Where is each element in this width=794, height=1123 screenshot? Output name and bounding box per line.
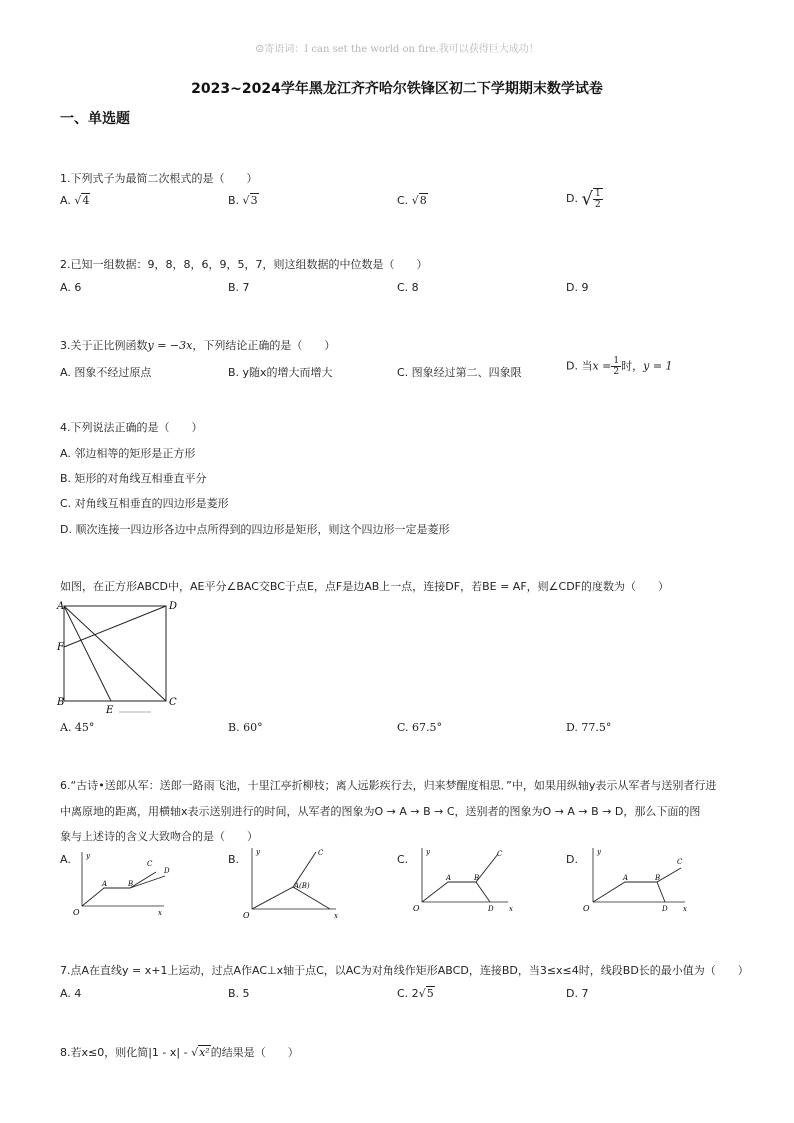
q1-option-c: C. √8	[397, 194, 427, 207]
question-2-stem: 2.已知一组数据：9，8，8，6，9，5，7，则这组数据的中位数是（ ）	[60, 258, 428, 271]
q2-option-a: A. 6	[60, 281, 82, 294]
q8-radicand: x²	[199, 1046, 210, 1059]
q6-graph-b	[238, 844, 348, 922]
question-8-stem: 8.若x≤0，则化简|1 - x| - √x²的结果是（ ）	[60, 1046, 299, 1059]
graph-a-path-d	[130, 876, 165, 888]
q1-option-d-label: D.	[566, 192, 578, 205]
graph-b-path-c	[252, 852, 316, 909]
q5-option-b: B. 60°	[228, 721, 263, 734]
label-d: D	[169, 601, 178, 612]
graph-b-y-label: y	[256, 848, 260, 856]
exam-title: 2023~2024学年黑龙江齐齐哈尔铁锋区初二下学期期末数学试卷	[191, 81, 603, 97]
q6-option-a-label: A.	[60, 853, 71, 866]
q1-option-a-label: A.	[60, 194, 71, 207]
graph-a-y-label: y	[86, 852, 90, 860]
q1-option-a: A. √4	[60, 194, 90, 207]
graph-d-point-c: C	[677, 858, 683, 866]
question-4-stem: 4.下列说法正确的是（ ）	[60, 421, 203, 434]
q2-option-b: B. 7	[228, 281, 250, 294]
q1-option-a-radicand: 4	[82, 194, 90, 207]
q3-option-d-x: x =	[592, 359, 612, 373]
graph-c-point-a: A	[446, 874, 452, 882]
question-5-stem: 如图，在正方形ABCD中，AE平分∠BAC交BC于点E，点F是边AB上一点，连接DF，若BE = AF，则∠CDF的度数为（ ）	[60, 580, 669, 593]
q8-stem-post: 的结果是（ ）	[210, 1046, 299, 1059]
q1-option-b: B. √3	[228, 194, 258, 207]
q1-option-b-radicand: 3	[250, 194, 258, 207]
q5-option-c: C. 67.5°	[397, 721, 443, 734]
q6-option-b-label: B.	[228, 853, 240, 866]
q1-option-d-denominator: 2	[594, 200, 601, 210]
graph-a-point-c: C	[147, 860, 153, 868]
q3-option-d-denominator: 2	[613, 367, 620, 377]
graph-c-point-b: B	[474, 874, 480, 882]
graph-a-origin-label: O	[73, 908, 80, 917]
q6-graph-c	[408, 844, 518, 916]
graph-d-path-c	[593, 868, 681, 902]
q1-option-c-radicand: 8	[419, 194, 427, 207]
graph-c-y-label: y	[426, 848, 430, 856]
q3-stem-math: y = −3x	[147, 339, 193, 352]
q5-option-a: A. 45°	[60, 721, 95, 734]
question-6-line-2: 中离原地的距离，用横轴x表示送别进行的时间，从军者的图象为O → A → B → C，送别者的图象为O → A → B → D，那么下面的图	[60, 805, 701, 818]
q6-graph-d	[577, 844, 692, 916]
graph-c-x-label: x	[509, 905, 513, 913]
graph-d-x-label: x	[683, 905, 687, 913]
q3-option-d-pre: D. 当	[566, 359, 593, 373]
q5-option-d: D. 77.5°	[566, 721, 612, 734]
graph-b-origin-label: O	[243, 911, 250, 920]
label-f: F	[57, 642, 64, 653]
q3-stem-pre: 3.关于正比例函数	[60, 339, 148, 352]
label-e: E	[106, 705, 114, 716]
q3-stem-post: ，下列结论正确的是（ ）	[192, 339, 336, 352]
graph-b-x-label: x	[334, 912, 338, 920]
q7-option-c: C. 2√5	[397, 987, 434, 1000]
question-6-line-1: 6.“古诗•送郎从军：送郎一路雨飞池，十里江亭折柳枝；离人远影疾行去，归来梦醒度相思．”中，如果用纵轴y表示从军者与送别者行进	[60, 779, 717, 792]
q3-option-c: C. 图象经过第二、四象限	[397, 366, 522, 379]
graph-c-point-c: C	[497, 850, 503, 858]
question-3-stem	[60, 337, 335, 353]
graph-b-point-c: C	[318, 849, 324, 857]
q7-option-b: B. 5	[228, 987, 250, 1000]
graph-a-point-b: B	[128, 880, 134, 888]
q3-option-d-mid: 时，	[621, 359, 644, 373]
q4-option-b: B. 矩形的对角线互相垂直平分	[60, 472, 207, 485]
q1-option-c-label: C.	[397, 194, 409, 207]
question-7-stem: 7.点A在直线y = x+1上运动，过点A作AC⊥x轴于点C，以AC为对角线作矩形ABCD，连接BD，当3≤x≤4时，线段BD长的最小值为（ ）	[60, 964, 749, 977]
question-6-line-3: 象与上述诗的含义大致吻合的是（ ）	[60, 830, 258, 843]
graph-c-path-c	[422, 854, 498, 902]
q1-option-d-numerator: 1	[594, 189, 601, 199]
q7-option-a: A. 4	[60, 987, 82, 1000]
q6-graph-a	[68, 848, 178, 920]
graph-c-origin-label: O	[413, 904, 420, 913]
bisector-ae	[64, 606, 111, 701]
q8-stem-pre: 8.若x≤0，则化简|1 - x| -	[60, 1046, 192, 1059]
graph-a-x-label: x	[158, 909, 162, 917]
q7-option-c-label: C. 2	[397, 987, 419, 1000]
graph-c-path-d	[476, 882, 490, 902]
graph-d-y-label: y	[597, 848, 601, 856]
graph-a-point-a: A	[102, 880, 108, 888]
graph-d-point-d: D	[662, 905, 668, 913]
graph-a-point-d: D	[164, 867, 170, 875]
diagonal-ac	[64, 606, 166, 701]
graph-d-point-a: A	[623, 874, 629, 882]
graph-d-point-b: B	[655, 874, 661, 882]
q1-option-d: D. √ $\frac{1}{2}$	[566, 188, 601, 210]
label-a: A	[57, 601, 65, 612]
q4-option-d: D. 顺次连接一四边形各边中点所得到的四边形是矩形，则这个四边形一定是菱形	[60, 523, 450, 536]
q3-option-b: B. y随x的增大而增大	[228, 366, 333, 379]
q3-option-d-numerator: 1	[613, 356, 620, 366]
square-abcd-figure	[55, 598, 185, 718]
graph-b-point-ab: A(B)	[294, 882, 310, 890]
q6-option-c-label: C.	[397, 853, 409, 866]
q2-option-d: D. 9	[566, 281, 589, 294]
q4-option-a: A. 邻边相等的矩形是正方形	[60, 447, 196, 460]
q3-option-d	[566, 356, 673, 377]
q4-option-c: C. 对角线互相垂直的四边形是菱形	[60, 497, 229, 510]
q7-option-d: D. 7	[566, 987, 589, 1000]
graph-d-path-d	[657, 882, 665, 902]
label-b: B	[57, 697, 65, 708]
label-c: C	[169, 697, 177, 708]
q7-option-c-radicand: 5	[426, 987, 434, 1000]
graph-c-point-d: D	[488, 905, 494, 913]
q3-option-a: A. 图象不经过原点	[60, 366, 152, 379]
header-motto: ☺寄语词：I can set the world on fire.我可以获得巨大成功！	[255, 44, 539, 55]
graph-a-path-c	[82, 872, 156, 906]
graph-b-path-d	[293, 887, 330, 909]
q1-option-b-label: B.	[228, 194, 240, 207]
segment-df	[64, 606, 166, 647]
graph-d-origin-label: O	[583, 904, 590, 913]
q3-option-d-post: y = 1	[643, 359, 673, 373]
section-heading: 一、单选题	[60, 111, 130, 127]
q6-option-d-label: D.	[566, 853, 578, 866]
q2-option-c: C. 8	[397, 281, 419, 294]
question-1-stem: 1.下列式子为最简二次根式的是（ ）	[60, 172, 258, 185]
